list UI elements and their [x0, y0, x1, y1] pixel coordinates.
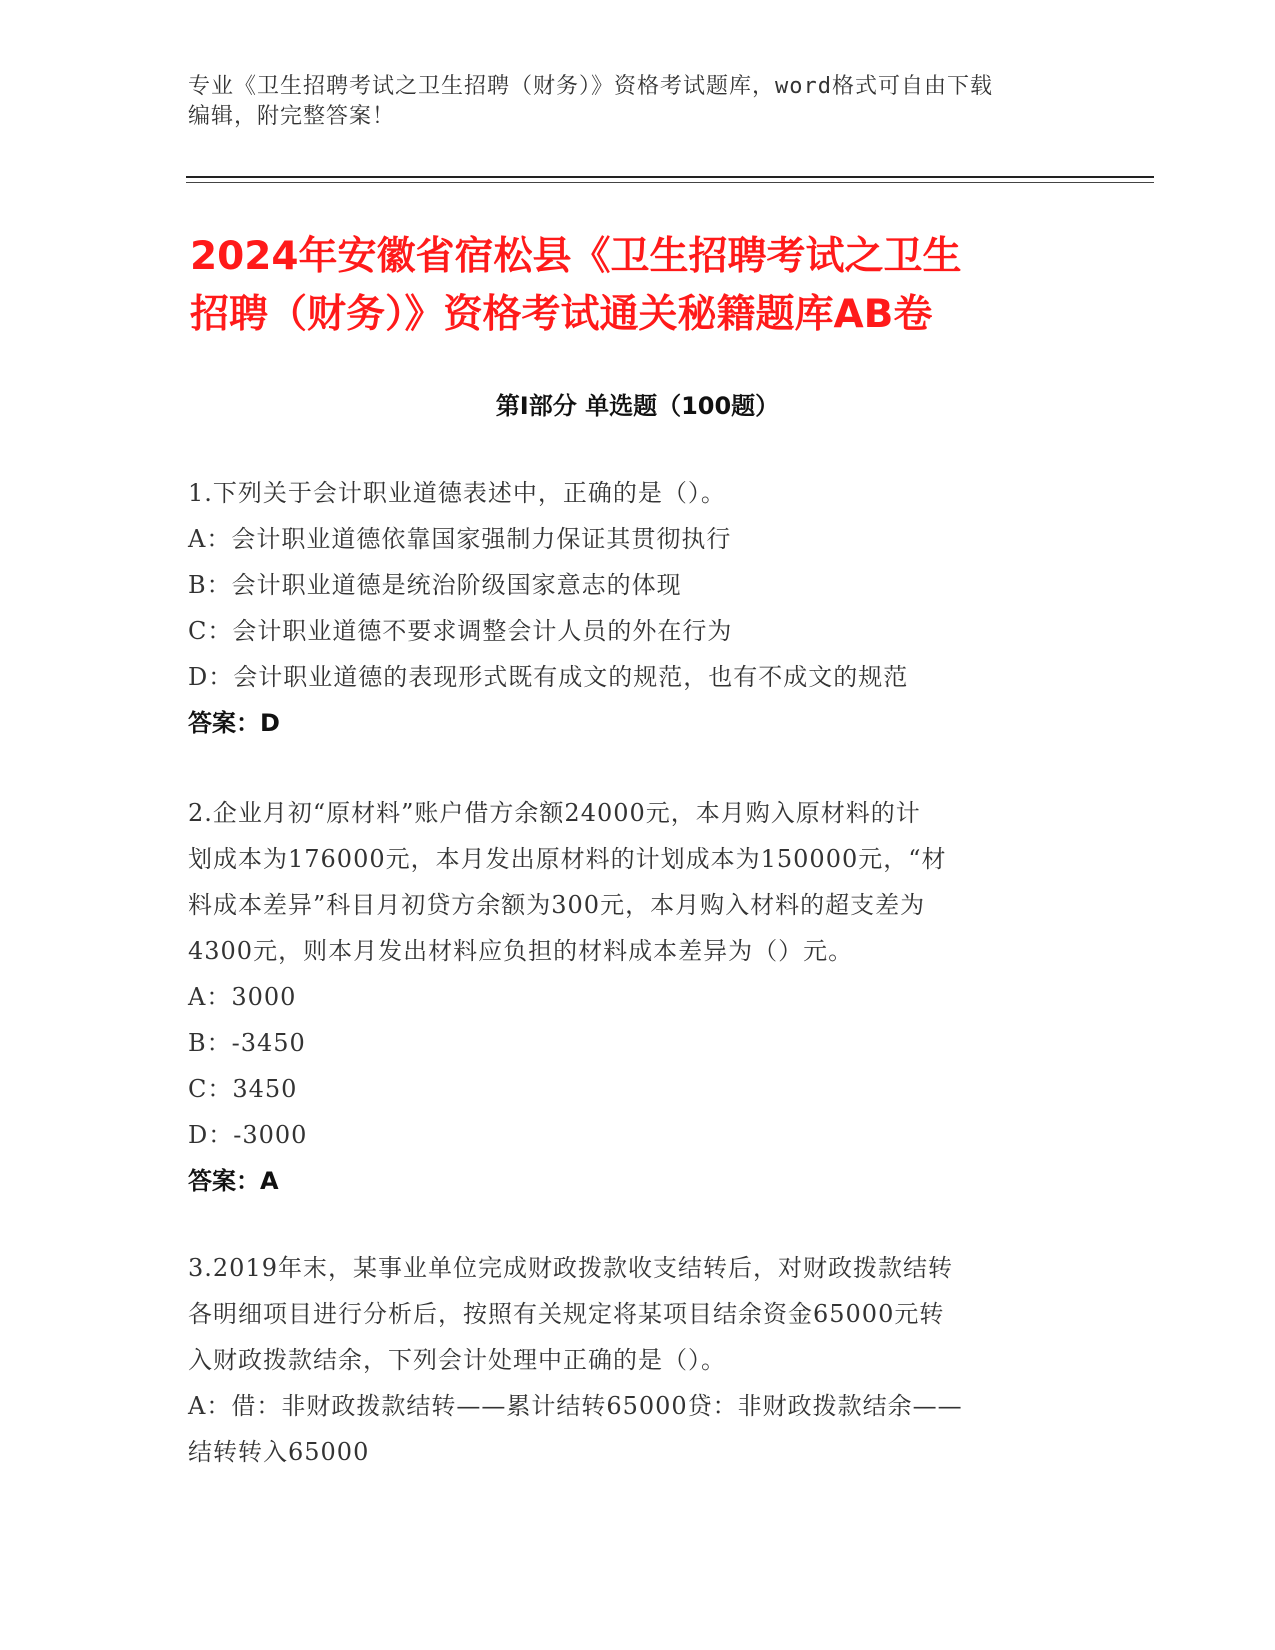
question-3-option-a-line-2: 结转转入65000: [188, 1438, 370, 1466]
question-3-stem-line-1: 3.2019年末，某事业单位完成财政拨款收支结转后，对财政拨款结转: [188, 1254, 953, 1282]
question-2-stem-line-4: 4300元，则本月发出材料应负担的材料成本差异为（）元。: [188, 937, 854, 965]
header-divider-thick: [186, 176, 1154, 178]
header-note: [188, 72, 1068, 132]
header-note-line-2: 编辑，附完整答案！: [188, 104, 396, 129]
title-line-1: 2024年安徽省宿松县《卫生招聘考试之卫生: [190, 234, 962, 279]
question-1-option-a: A：会计职业道德依靠国家强制力保证其贯彻执行: [188, 525, 732, 553]
question-1-option-c: C：会计职业道德不要求调整会计人员的外在行为: [188, 617, 733, 645]
question-1: [188, 470, 1068, 746]
question-1-option-b: B：会计职业道德是统治阶级国家意志的体现: [188, 571, 682, 599]
question-2-option-a: A：3000: [188, 983, 297, 1011]
question-2-stem-line-3: 料成本差异”科目月初贷方余额为300元，本月购入材料的超支差为: [188, 891, 926, 919]
question-3-option-a-line-1: A：借：非财政拨款结转——累计结转65000贷：非财政拨款结余——: [188, 1392, 963, 1420]
question-2-option-d: D：-3000: [188, 1121, 308, 1149]
document-title: [190, 228, 1090, 344]
question-2: [188, 790, 1068, 1204]
header-note-line-1: 专业《卫生招聘考试之卫生招聘（财务）》资格考试题库，word格式可自由下载: [188, 74, 993, 99]
title-line-2: 招聘（财务）》资格考试通关秘籍题库AB卷: [190, 292, 933, 337]
section-heading: 第Ⅰ部分 单选题（100题）: [495, 392, 780, 420]
header-divider-thin: [186, 182, 1154, 183]
question-2-option-c: C：3450: [188, 1075, 298, 1103]
question-2-stem-line-2: 划成本为176000元，本月发出原材料的计划成本为150000元，“材: [188, 845, 947, 873]
question-3: [188, 1245, 1068, 1475]
question-1-answer: 答案：D: [188, 709, 280, 737]
question-1-option-d: D：会计职业道德的表现形式既有成文的规范，也有不成文的规范: [188, 663, 909, 691]
question-3-stem-line-2: 各明细项目进行分析后，按照有关规定将某项目结余资金65000元转: [188, 1300, 945, 1328]
question-3-stem-line-3: 入财政拨款结余，下列会计处理中正确的是（）。: [188, 1346, 726, 1374]
question-1-stem: 1.下列关于会计职业道德表述中，正确的是（）。: [188, 479, 726, 507]
question-2-answer: 答案：A: [188, 1167, 279, 1195]
question-2-stem-line-1: 2.企业月初“原材料”账户借方余额24000元，本月购入原材料的计: [188, 799, 921, 827]
question-2-option-b: B：-3450: [188, 1029, 306, 1057]
